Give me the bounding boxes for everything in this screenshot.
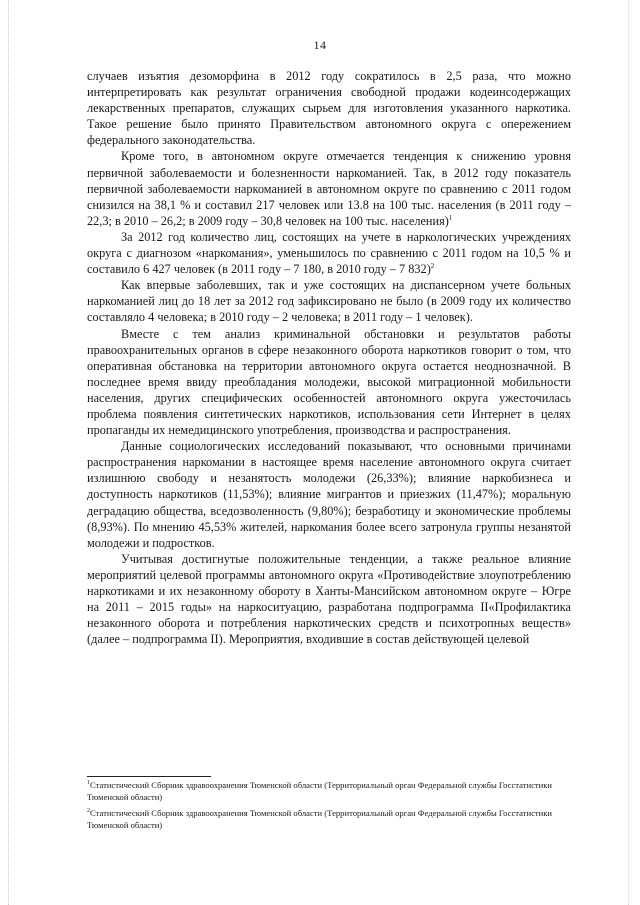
paragraph-text: Кроме того, в автономном округе отмечается тенденция к снижению уровня первичной заболеваемости и болезненности наркоманией. Так, в 2012 году показатель первичной заболеваемости наркоманией в автономном округе по сравнению с 2011 годом снизился на 38,1 % и составил 217 человек или 13.8 на 100 тыс. населения (в 2011 году – 22,3; в 2010 – 26,2; в 2009 году – 30,8 человек на 100 тыс. населения) bbox=[87, 149, 571, 228]
footnotes bbox=[87, 780, 571, 836]
paragraph bbox=[87, 277, 571, 325]
footnote-ref[interactable]: 2 bbox=[430, 262, 435, 271]
paragraph-text: За 2012 год количество лиц, состоящих на учете в наркологических учреждениях округа с диагнозом «наркомания», уменьшилось по сравнению с 2011 годом на 10,5 % и составило 6 427 человек (в 2011 году – 7 180, в 2010 году – 7 832) bbox=[87, 229, 571, 277]
paragraph bbox=[87, 326, 571, 439]
scan-edge-right bbox=[628, 0, 629, 905]
footnote-mark: 1 bbox=[87, 780, 90, 787]
footnote-text: Статистический Сборник здравоохранения Тюменской области (Территориальный орган Федеральной службы Госстатистики Тюменской области) bbox=[87, 780, 553, 802]
footnote-mark: 2 bbox=[87, 808, 90, 815]
paragraph-text: Учитывая достигнутые положительные тенденции, а также реальное влияние мероприятий целевой программы автономного округа «Противодействие злоупотреблению наркотиками и их незаконному обороту в Ханты-Мансийском автономном округе – Югре на 2011 – 2015 годы» на наркоситуацию, разработана подпрограмма II«Профилактика незаконного оборота и потребления наркотических средств и психотропных веществ» (далее – подпрограмма II). Мероприятия, входившие в состав действующей целевой bbox=[87, 551, 571, 647]
paragraph-text: Данные социологических исследований показывают, что основными причинами распространения наркомании в настоящее время население автономного округа считает излишнюю свободу и незанятость молодежи (26,33%); влияние наркобизнеса и доступность наркотиков (11,53%); влияние мигрантов и приезжих (11,47%); моральную деградацию общества, вседозволенность (9,80%); безработицу и экономические проблемы (8,93%). По мнению 45,53% жителей, наркомания более всего затронула группы незанятой молодежи и подростков. bbox=[87, 439, 571, 550]
paragraph bbox=[87, 438, 571, 551]
scan-edge-left bbox=[8, 0, 9, 905]
footnote-ref[interactable]: 1 bbox=[448, 213, 453, 222]
footnote bbox=[87, 808, 571, 831]
paragraph bbox=[87, 229, 571, 277]
footnote-divider bbox=[87, 776, 211, 777]
paragraph bbox=[87, 551, 571, 648]
footnote bbox=[87, 780, 571, 803]
page-number: 14 bbox=[313, 38, 327, 52]
paragraph bbox=[87, 68, 571, 148]
body-text bbox=[87, 68, 571, 647]
paragraph bbox=[87, 148, 571, 228]
paragraph-text: Вместе с тем анализ криминальной обстановки и результатов работы правоохранительных органов в сфере незаконного оборота наркотиков говорит о том, что оперативная обстановка на территории автономного округа остается неоднозначной. В последнее время ввиду преобладания молодежи, высокой миграционной мобильности населения, других специфических особенностей автономного округа ужесточилась проблема появления синтетических наркотиков, использования сети Интернет в целях пропаганды их немедицинского употребления, производства и распространения. bbox=[87, 326, 571, 438]
paragraph-text: случаев изъятия дезоморфина в 2012 году сократилось в 2,5 раза, что можно интерпретировать как результат ограничения свободной продажи кодеинсодержащих лекарственных препаратов, служащих сырьем для изготовления указанного наркотика. Такое решение было принято Правительством автономного округа с опережением федерального законодательства. bbox=[87, 69, 571, 148]
paragraph-text: Как впервые заболевших, так и уже состоящих на диспансерном учете больных наркоманией лиц до 18 лет за 2012 год зафиксировано не было (в 2009 году их количество составляло 4 человека; в 2010 году – 2 человека; в 2011 году – 1 человек). bbox=[87, 278, 571, 325]
footnote-text: Статистический Сборник здравоохранения Тюменской области (Территориальный орган Федеральной службы Госстатистики Тюменской области) bbox=[87, 808, 553, 830]
